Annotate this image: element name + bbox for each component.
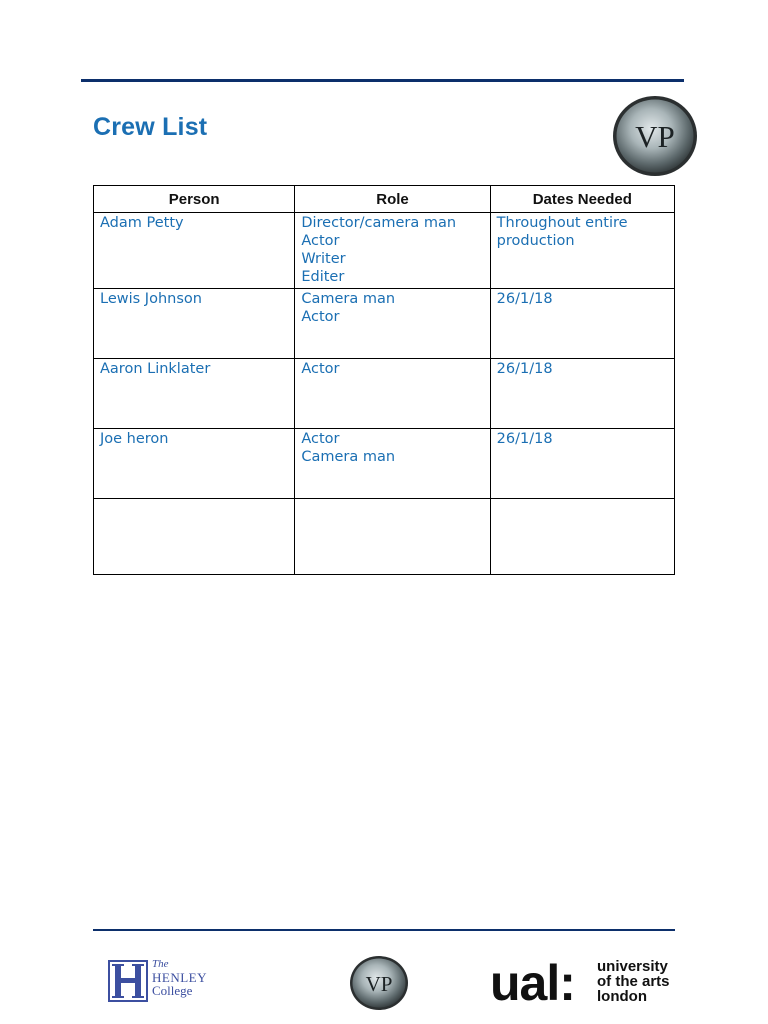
henley-wordmark xyxy=(152,958,207,997)
cell-person xyxy=(94,359,295,429)
vp-logo-text: VP xyxy=(635,119,675,154)
role-entry: Actor xyxy=(301,309,340,325)
cell-dates xyxy=(490,359,674,429)
person-name: Lewis Johnson xyxy=(100,291,202,307)
role-entry: Actor xyxy=(301,233,340,249)
cell-dates xyxy=(490,289,674,359)
cell-person xyxy=(94,499,295,575)
cell-role xyxy=(295,289,490,359)
person-name: Aaron Linklater xyxy=(100,361,211,377)
ual-line-2: of the arts xyxy=(597,973,670,990)
role-entry: Camera man xyxy=(301,291,396,307)
cell-person xyxy=(94,289,295,359)
vp-logo-footer-text: VP xyxy=(365,972,393,996)
column-header-person: Person xyxy=(94,186,295,213)
page-title: Crew List xyxy=(93,113,208,141)
role-entry: Editer xyxy=(301,269,345,285)
role-entry: Actor xyxy=(301,361,340,377)
role-entry: Camera man xyxy=(301,449,396,465)
cell-dates xyxy=(490,213,674,289)
vp-logo xyxy=(612,95,698,177)
role-entry: Director/camera man xyxy=(301,215,457,231)
ual-wordmark xyxy=(597,959,670,1004)
column-header-role: Role xyxy=(295,186,490,213)
cell-person xyxy=(94,429,295,499)
header-rule xyxy=(81,79,684,82)
dates-entry: 26/1/18 xyxy=(496,291,553,307)
ual-line-1: university xyxy=(597,958,668,975)
cell-dates xyxy=(490,499,674,575)
cell-role xyxy=(295,499,490,575)
crew-table xyxy=(93,185,675,575)
henley-h-icon xyxy=(108,960,148,1002)
ual-mark: ual: xyxy=(490,955,575,1011)
column-header-dates: Dates Needed xyxy=(490,186,674,213)
vp-logo-footer xyxy=(349,955,409,1011)
cell-role xyxy=(295,213,490,289)
role-entry: Writer xyxy=(301,251,346,267)
footer-rule xyxy=(93,929,675,931)
table-header-row xyxy=(94,186,675,213)
cell-dates xyxy=(490,429,674,499)
ual-logo xyxy=(490,957,680,1009)
table-row xyxy=(94,429,675,499)
table-row-empty xyxy=(94,499,675,575)
dates-entry: 26/1/18 xyxy=(496,361,553,377)
henley-college-logo xyxy=(108,958,218,1004)
table-row xyxy=(94,213,675,289)
table-row xyxy=(94,359,675,429)
henley-college: College xyxy=(152,983,193,998)
ual-line-3: london xyxy=(597,988,647,1005)
dates-entry: Throughout entire xyxy=(496,215,628,231)
cell-person xyxy=(94,213,295,289)
dates-entry: 26/1/18 xyxy=(496,431,553,447)
person-name: Joe heron xyxy=(100,431,169,447)
person-name: Adam Petty xyxy=(100,215,184,231)
dates-entry: production xyxy=(496,233,575,249)
henley-name: HENLEY xyxy=(152,970,207,985)
cell-role xyxy=(295,429,490,499)
cell-role xyxy=(295,359,490,429)
table-row xyxy=(94,289,675,359)
role-entry: Actor xyxy=(301,431,340,447)
henley-the: The xyxy=(152,958,169,970)
